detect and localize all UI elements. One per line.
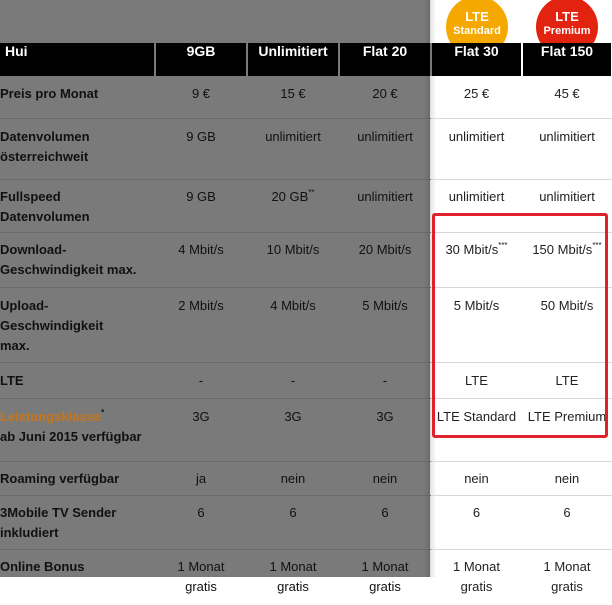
table-cell: ja bbox=[155, 462, 247, 496]
table-cell: 15 € bbox=[247, 76, 339, 119]
table-row-price bbox=[0, 76, 612, 119]
table-cell: 4 Mbit/s bbox=[155, 233, 247, 288]
table-cell: 6 bbox=[155, 496, 247, 550]
plan-header-flat30: Flat 30 bbox=[431, 43, 522, 76]
table-cell: unlimitiert bbox=[339, 119, 431, 180]
row-label: Fullspeed Datenvolumen bbox=[0, 180, 155, 233]
table-cell: 10 Mbit/s bbox=[247, 233, 339, 288]
table-cell: 1 Monat gratis bbox=[155, 550, 247, 605]
table-cell: 25 € bbox=[431, 76, 522, 119]
row-label: Upload- Geschwindigkeit max. bbox=[0, 288, 155, 363]
table-cell: 1 Monat gratis bbox=[247, 550, 339, 605]
table-cell: 1 Monat gratis bbox=[522, 550, 612, 605]
table-header-row bbox=[0, 43, 612, 76]
table-cell: 50 Mbit/s bbox=[522, 288, 612, 363]
table-cell: 6 bbox=[339, 496, 431, 550]
table-cell: 9 GB bbox=[155, 119, 247, 180]
table-cell: nein bbox=[339, 462, 431, 496]
table-cell: LTE Standard bbox=[431, 399, 522, 462]
table-cell: 5 Mbit/s bbox=[339, 288, 431, 363]
table-cell: 3G bbox=[155, 399, 247, 462]
table-row-tv bbox=[0, 496, 612, 550]
table-row-data-volume bbox=[0, 119, 612, 180]
table-cell: 6 bbox=[431, 496, 522, 550]
plan-header-unlimitiert: Unlimitiert bbox=[247, 43, 339, 76]
table-cell: LTE bbox=[522, 363, 612, 399]
table-cell: 20 Mbit/s bbox=[339, 233, 431, 288]
lte-standard-badge: LTE Standard bbox=[446, 0, 508, 58]
table-cell: 6 bbox=[247, 496, 339, 550]
table-cell: 9 € bbox=[155, 76, 247, 119]
table-cell: 1 Monat gratis bbox=[431, 550, 522, 605]
table-cell: 2 Mbit/s bbox=[155, 288, 247, 363]
row-label: Leistungsklasse* ab Juni 2015 verfügbar bbox=[0, 399, 155, 462]
table-cell: 30 Mbit/s*** bbox=[431, 233, 522, 288]
leistungsklasse-link[interactable]: Leistungsklasse bbox=[0, 409, 101, 424]
table-cell: nein bbox=[522, 462, 612, 496]
row-label: Download- Geschwindigkeit max. bbox=[0, 233, 155, 288]
row-label: 3Mobile TV Sender inkludiert bbox=[0, 496, 155, 550]
table-cell: 4 Mbit/s bbox=[247, 288, 339, 363]
table-cell: unlimitiert bbox=[339, 180, 431, 233]
table-cell: 6 bbox=[522, 496, 612, 550]
row-label: LTE bbox=[0, 363, 155, 399]
plan-header-flat20: Flat 20 bbox=[339, 43, 431, 76]
table-cell: 150 Mbit/s*** bbox=[522, 233, 612, 288]
table-cell: unlimitiert bbox=[522, 119, 612, 180]
table-cell: unlimitiert bbox=[431, 180, 522, 233]
table-cell: - bbox=[247, 363, 339, 399]
table-cell: LTE Premium bbox=[522, 399, 612, 462]
table-row-online-bonus bbox=[0, 550, 612, 605]
table-cell: 20 GB** bbox=[247, 180, 339, 233]
plan-header-9gb: 9GB bbox=[155, 43, 247, 76]
table-cell: LTE bbox=[431, 363, 522, 399]
table-cell: nein bbox=[247, 462, 339, 496]
table-cell: nein bbox=[431, 462, 522, 496]
row-label: Online Bonus bbox=[0, 550, 155, 605]
table-cell: 20 € bbox=[339, 76, 431, 119]
table-cell: 45 € bbox=[522, 76, 612, 119]
table-cell: 3G bbox=[339, 399, 431, 462]
table-cell: 1 Monat gratis bbox=[339, 550, 431, 605]
highlight-box bbox=[432, 213, 608, 438]
table-cell: unlimitiert bbox=[247, 119, 339, 180]
row-label: Datenvolumen österreichweit bbox=[0, 119, 155, 180]
table-cell: 5 Mbit/s bbox=[431, 288, 522, 363]
header-label: Hui bbox=[0, 43, 155, 76]
row-label: Preis pro Monat bbox=[0, 76, 155, 119]
table-cell: 9 GB bbox=[155, 180, 247, 233]
plan-header-flat150: Flat 150 bbox=[522, 43, 612, 76]
table-cell: unlimitiert bbox=[431, 119, 522, 180]
table-cell: 3G bbox=[247, 399, 339, 462]
table-row-roaming bbox=[0, 462, 612, 496]
row-label: Roaming verfügbar bbox=[0, 462, 155, 496]
table-cell: - bbox=[339, 363, 431, 399]
lte-premium-badge: LTE Premium bbox=[536, 0, 598, 58]
table-cell: - bbox=[155, 363, 247, 399]
table-cell: unlimitiert bbox=[522, 180, 612, 233]
